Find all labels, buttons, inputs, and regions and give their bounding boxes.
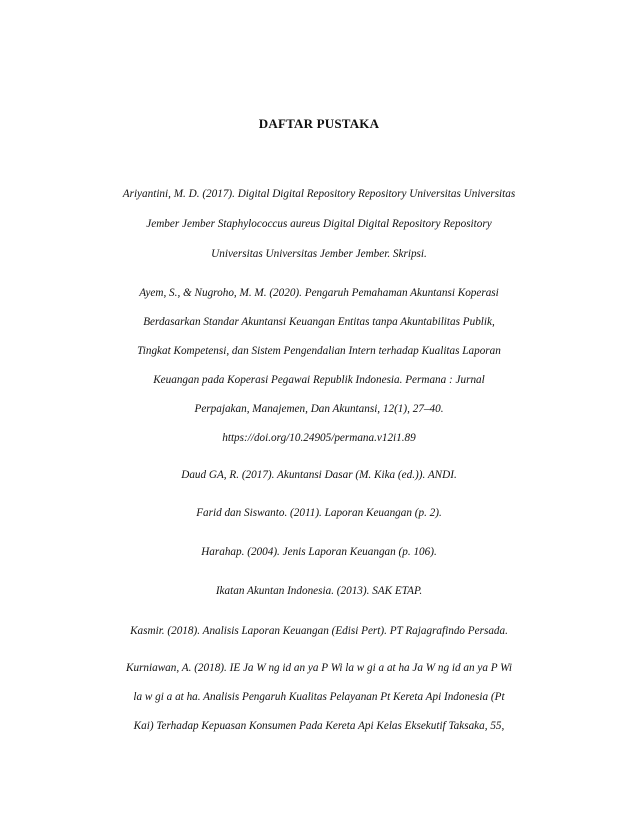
reference-line: Tingkat Kompetensi, dan Sistem Pengendalian Intern terhadap Kualitas Laporan xyxy=(137,345,501,357)
reference-line: Daud GA, R. (2017). Akuntansi Dasar (M. Kika (ed.)). ANDI. xyxy=(181,469,457,481)
reference-line: Kurniawan, A. (2018). IE Ja W ng id an ya P Wi la w gi a at ha Ja W ng id an ya P Wi xyxy=(126,662,512,674)
reference-line: Jember Jember Staphylococcus aureus Digital Digital Repository Repository xyxy=(146,218,492,230)
reference-line: Keuangan pada Koperasi Pegawai Republik Indonesia. Permana : Jurnal xyxy=(153,374,485,386)
reference-line: Kasmir. (2018). Analisis Laporan Keuangan (Edisi Pert). PT Rajagrafindo Persada. xyxy=(130,625,508,637)
reference-line: Ayem, S., & Nugroho, M. M. (2020). Pengaruh Pemahaman Akuntansi Koperasi xyxy=(139,287,499,299)
reference-line: Farid dan Siswanto. (2011). Laporan Keuangan (p. 2). xyxy=(196,507,442,519)
page-title: DAFTAR PUSTAKA xyxy=(258,116,380,131)
reference-line: Ikatan Akuntan Indonesia. (2013). SAK ETAP. xyxy=(215,585,423,597)
reference-line: https://doi.org/10.24905/permana.v12i1.89 xyxy=(222,432,416,444)
reference-line: Harahap. (2004). Jenis Laporan Keuangan (p. 106). xyxy=(201,546,437,558)
reference-line: Berdasarkan Standar Akuntansi Keuangan Entitas tanpa Akuntabilitas Publik, xyxy=(143,316,495,328)
reference-line: Universitas Universitas Jember Jember. Skripsi. xyxy=(211,248,427,260)
reference-line: Ariyantini, M. D. (2017). Digital Digital Repository Repository Universitas Universitas xyxy=(122,188,516,200)
reference-line: Perpajakan, Manajemen, Dan Akuntansi, 12(1), 27–40. xyxy=(194,403,444,415)
reference-line: Kai) Terhadap Kepuasan Konsumen Pada Kereta Api Kelas Eksekutif Taksaka, 55, xyxy=(133,720,505,732)
reference-line: la w gi a at ha. Analisis Pengaruh Kualitas Pelayanan Pt Kereta Api Indonesia (Pt xyxy=(133,691,505,703)
